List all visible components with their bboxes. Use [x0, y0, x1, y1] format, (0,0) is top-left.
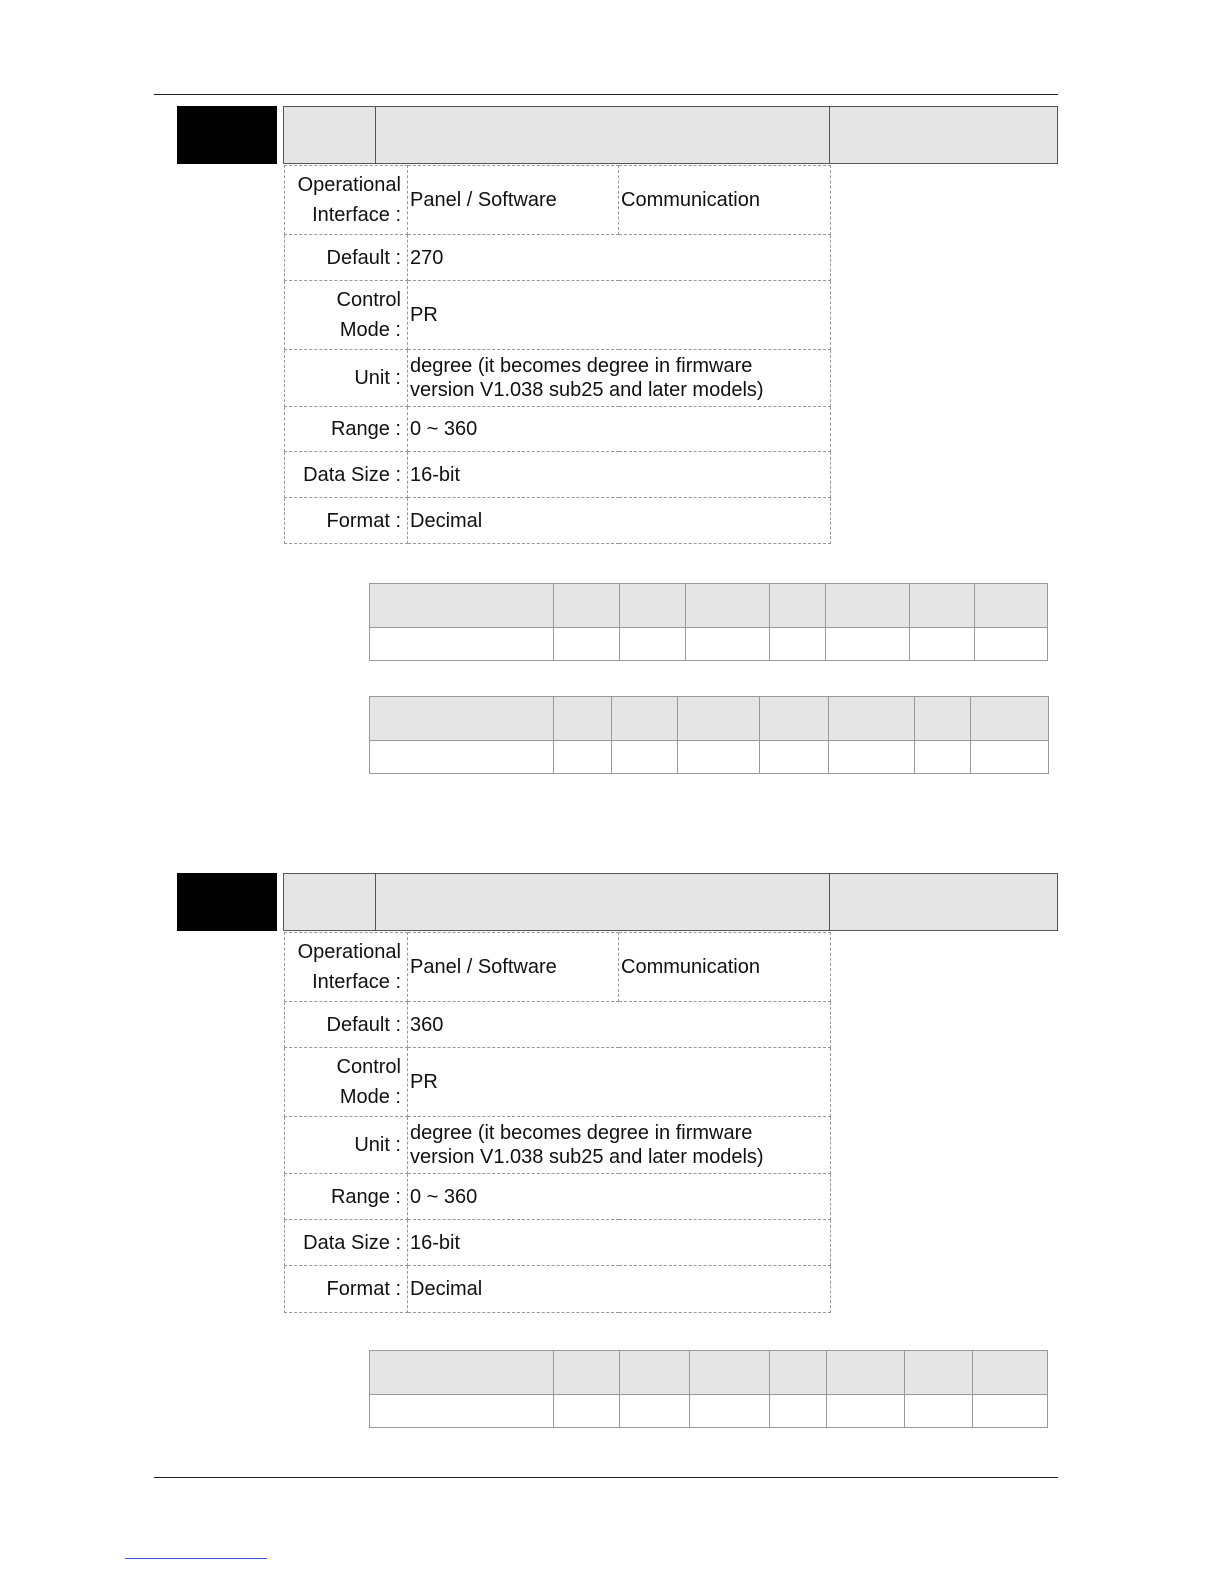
parameter-code-box [177, 106, 277, 164]
unit-value: degree (it becomes degree in firmware version V1.038 sub25 and later models) [408, 350, 831, 407]
range-label: Range : [285, 407, 408, 452]
data-size-value: 16-bit [408, 1220, 831, 1266]
control-mode-label: Control Mode : [285, 1048, 408, 1117]
link-underline[interactable] [125, 1558, 267, 1559]
footer-rule [154, 1477, 1058, 1478]
communication-value: Communication [619, 933, 831, 1002]
range-value: 0 ~ 360 [408, 407, 831, 452]
data-size-value: 16-bit [408, 452, 831, 498]
default-value: 270 [408, 235, 831, 281]
range-value: 0 ~ 360 [408, 1174, 831, 1220]
panel-software-value: Panel / Software [408, 933, 619, 1002]
default-label: Default : [285, 235, 408, 281]
operational-interface-label: Operational Interface : [285, 933, 408, 1002]
unit-label: Unit : [285, 1117, 408, 1174]
parameter-header-bar [283, 873, 1058, 931]
unit-value: degree (it becomes degree in firmware version V1.038 sub25 and later models) [408, 1117, 831, 1174]
parameter-header-bar [283, 106, 1058, 164]
range-label: Range : [285, 1174, 408, 1220]
header-rule [154, 94, 1058, 95]
setting-grid-1 [369, 583, 1048, 661]
data-size-label: Data Size : [285, 1220, 408, 1266]
format-value: Decimal [408, 1266, 831, 1313]
default-label: Default : [285, 1002, 408, 1048]
communication-value: Communication [619, 166, 831, 235]
data-size-label: Data Size : [285, 452, 408, 498]
parameter-code-box [177, 873, 277, 931]
control-mode-value: PR [408, 1048, 831, 1117]
control-mode-label: Control Mode : [285, 281, 408, 350]
parameter-attribute-table [284, 932, 831, 1313]
operational-interface-label: Operational Interface : [285, 166, 408, 235]
parameter-attribute-table [284, 165, 831, 544]
control-mode-value: PR [408, 281, 831, 350]
unit-label: Unit : [285, 350, 408, 407]
setting-grid-3 [369, 1350, 1048, 1428]
setting-grid-2 [369, 696, 1049, 774]
panel-software-value: Panel / Software [408, 166, 619, 235]
default-value: 360 [408, 1002, 831, 1048]
format-label: Format : [285, 1266, 408, 1313]
format-label: Format : [285, 498, 408, 544]
format-value: Decimal [408, 498, 831, 544]
